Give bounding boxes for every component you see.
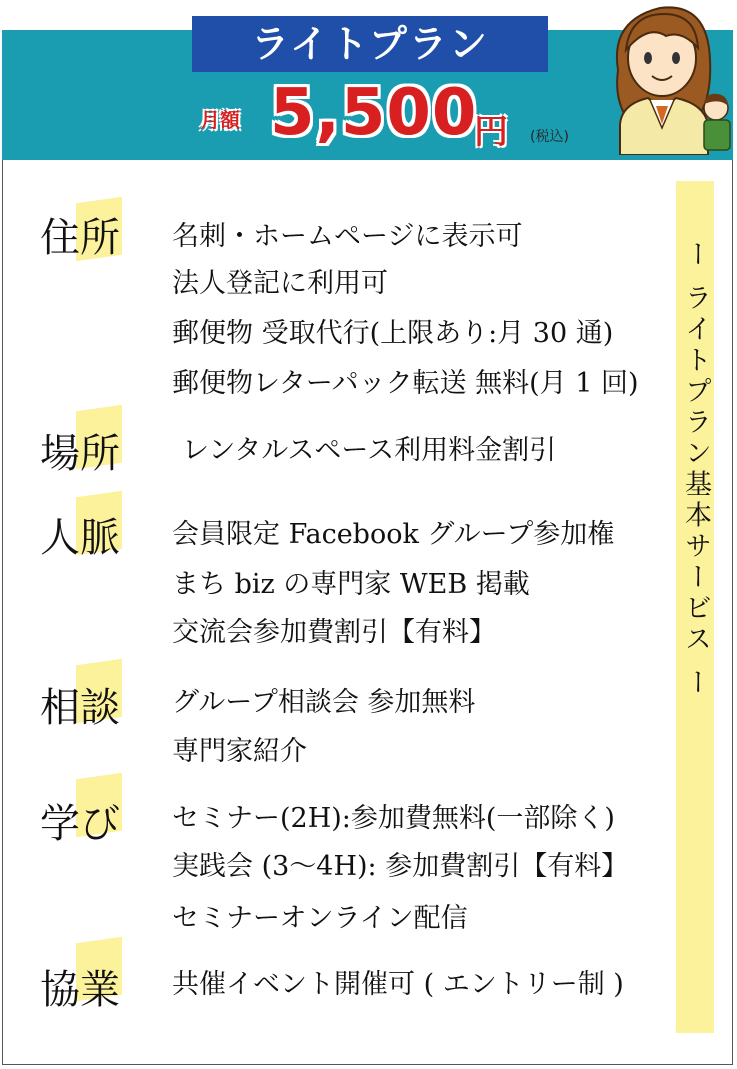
- price-prefix: 月額: [200, 108, 240, 132]
- category-place: 場所: [40, 422, 120, 479]
- list-item: 共催イベント開催可 ( エントリー制 ): [172, 969, 624, 1000]
- list-item: グループ相談会 参加無料: [172, 687, 476, 718]
- list-item: 会員限定 Facebook グループ参加権: [172, 519, 615, 550]
- mascot-illustration: [600, 0, 737, 155]
- list-item: 交流会参加費割引【有料】: [172, 617, 496, 648]
- category-address: 住所: [40, 206, 120, 263]
- category-learning: 学び: [40, 792, 120, 849]
- list-item: 郵便物レターパック転送 無料(月 1 回): [172, 368, 639, 399]
- category-collaboration: 協業: [40, 958, 120, 1015]
- list-item: まち biz の専門家 WEB 掲載: [172, 569, 530, 600]
- list-item: 実践会 (3〜4H): 参加費割引【有料】: [172, 851, 629, 882]
- list-item: 郵便物 受取代行(上限あり:月 30 通): [172, 318, 614, 349]
- list-item: 専門家紹介: [172, 736, 307, 767]
- price-tax: (税込): [530, 129, 569, 145]
- list-item: 法人登記に利用可: [172, 268, 388, 299]
- plan-name: ライトプラン: [192, 16, 548, 72]
- side-label: ー ライトプラン基本サービス ー: [680, 240, 711, 700]
- price-unit: 円: [474, 112, 508, 152]
- category-network: 人脈: [40, 506, 120, 563]
- list-item: 名刺・ホームページに表示可: [172, 221, 523, 252]
- category-consulting: 相談: [40, 676, 120, 733]
- list-item: セミナー(2H):参加費無料(一部除く): [172, 803, 615, 834]
- list-item: レンタルスペース利用料金割引: [182, 435, 557, 466]
- list-item: セミナーオンライン配信: [172, 903, 468, 934]
- price-value: 5,500: [270, 76, 478, 150]
